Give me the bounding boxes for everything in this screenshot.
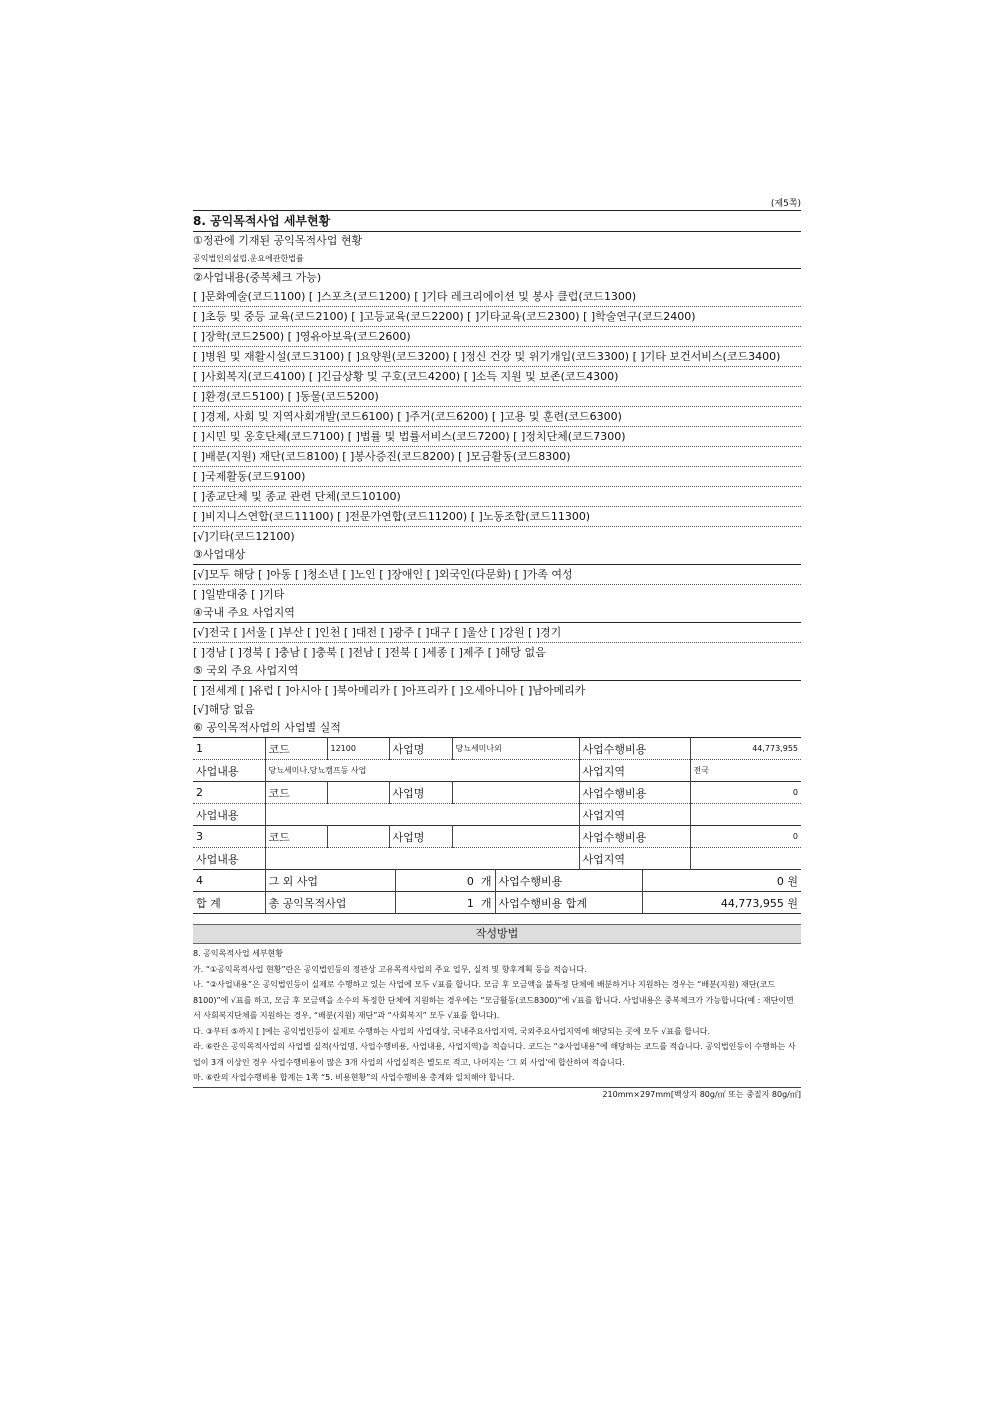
total-count-unit: 개 xyxy=(480,896,492,910)
form-title: 8. 공익목적사업 세부현황 xyxy=(193,211,801,232)
content-label: 사업내용 xyxy=(193,848,265,870)
cost-field[interactable]: 44,773,955 xyxy=(752,744,798,753)
other-no: 4 xyxy=(193,870,265,892)
content-field[interactable] xyxy=(265,804,579,826)
sec5-row[interactable]: [ ]전세계 [ ]유럽 [ ]아시아 [ ]북아메리카 [ ]아프리카 [ ]오세아니아 [ ]남아메리카 xyxy=(193,680,801,700)
sec5-row[interactable]: [√]해당 없음 xyxy=(193,703,255,716)
sec5-heading: ⑤ 국외 주요 사업지역 xyxy=(193,664,299,677)
content-label: 사업내용 xyxy=(193,804,265,826)
sec2-row[interactable]: [ ]배분(지원) 재단(코드8100) [ ]봉사증진(코드8200) [ ]모금활동(코드8300) xyxy=(193,447,801,467)
item-row xyxy=(193,738,801,760)
guide-line: 라. ⑥란은 공익목적사업의 사업별 실적(사업명, 사업수행비용, 사업내용, 사업지역)을 적습니다. 코드는 “②사업내용”에 해당하는 코드를 적습니다. 공익법인등이 수행하는 사업이 3개 이상인 경우 사업수행비용이 많은 3개 사업의 사업실적은 별도로 적고, 나머지는 ‘그 외 사업’에 합산하여 적습니다. xyxy=(193,1042,796,1067)
sec2-row[interactable]: [ ]문화예술(코드1100) [ ]스포츠(코드1200) [ ]기타 레크리에이션 및 봉사 클럽(코드1300) xyxy=(193,287,801,307)
sec2-row[interactable]: [ ]비지니스연합(코드11100) [ ]전문가연합(코드11200) [ ]노동조합(코드11300) xyxy=(193,507,801,527)
sec2-row[interactable]: [ ]시민 및 옹호단체(코드7100) [ ]법률 및 법률서비스(코드7200) [ ]정치단체(코드7300) xyxy=(193,427,801,447)
other-cost-label: 사업수행비용 xyxy=(495,870,642,892)
sec2-options xyxy=(193,287,801,546)
sec2-row[interactable]: [ ]초등 및 중등 교육(코드2100) [ ]고등교육(코드2200) [ ]기타교육(코드2300) [ ]학술연구(코드2400) xyxy=(193,307,801,327)
cost-label: 사업수행비용 xyxy=(579,738,690,760)
cost-field[interactable]: 0 xyxy=(792,788,798,797)
sec3-row[interactable]: [ ]일반대중 [ ]기타 xyxy=(193,588,285,601)
content-field[interactable] xyxy=(265,848,579,870)
item-row xyxy=(193,782,801,804)
item-no: 1 xyxy=(193,738,265,760)
name-label: 사업명 xyxy=(389,826,452,848)
guide-text xyxy=(193,944,801,1086)
guide-line: 마. ⑥란의 사업수행비용 합계는 1쪽 “5. 비용현황”의 사업수행비용 총계와 일치해야 합니다. xyxy=(193,1073,515,1082)
guide-line: 8. 공익목적사업 세부현황 xyxy=(193,949,283,958)
name-field[interactable] xyxy=(452,826,579,848)
total-cost-label: 사업수행비용 합계 xyxy=(495,892,642,914)
region-label: 사업지역 xyxy=(579,848,690,870)
other-cost-unit: 원 xyxy=(787,874,798,888)
code-label: 코드 xyxy=(265,738,327,760)
code-field[interactable]: 12100 xyxy=(327,738,389,760)
sec2-row[interactable]: [√]기타(코드12100) xyxy=(193,530,295,543)
total-cost-value: 44,773,955 xyxy=(720,896,784,910)
name-label: 사업명 xyxy=(389,738,452,760)
total-cost-unit: 원 xyxy=(787,896,798,910)
summary-table xyxy=(193,870,801,914)
name-field[interactable] xyxy=(452,782,579,804)
sec2-row[interactable]: [ ]경제, 사회 및 지역사회개발(코드6100) [ ]주거(코드6200) [ ]고용 및 훈련(코드6300) xyxy=(193,407,801,427)
code-field[interactable] xyxy=(327,782,389,804)
sec2-row[interactable]: [ ]국제활동(코드9100) xyxy=(193,467,801,487)
sec2-row[interactable]: [ ]장학(코드2500) [ ]영유아보육(코드2600) xyxy=(193,327,801,347)
sec2-row[interactable]: [ ]종교단체 및 종교 관련 단체(코드10100) xyxy=(193,487,801,507)
guide-line: 다. ③부터 ⑤까지 [ ]에는 공익법인등이 실제로 수행하는 사업의 사업대상, 국내주요사업지역, 국외주요사업지역에 해당되는 곳에 모두 √표를 합니다. xyxy=(193,1026,711,1036)
other-count[interactable] xyxy=(395,870,495,892)
region-label: 사업지역 xyxy=(579,804,690,826)
form-sheet xyxy=(193,198,801,1102)
sec1-heading: ①정관에 기재된 공익목적사업 현황 xyxy=(193,234,363,247)
region-field[interactable] xyxy=(690,804,801,826)
guide-heading: 작성방법 xyxy=(193,924,801,944)
item-no: 2 xyxy=(193,782,265,804)
page-number: (제5쪽) xyxy=(770,199,801,209)
other-cost[interactable] xyxy=(642,870,801,892)
other-label: 그 외 사업 xyxy=(265,870,395,892)
sec4-row[interactable]: [ ]경남 [ ]경북 [ ]충남 [ ]충북 [ ]전남 [ ]전북 [ ]세종 [ ]제주 [ ]해당 없음 xyxy=(193,646,546,659)
name-field[interactable]: 당뇨세미나외 xyxy=(452,738,579,760)
region-field[interactable] xyxy=(690,848,801,870)
other-count-value: 0 xyxy=(466,874,474,888)
results-table xyxy=(193,738,801,870)
guide-line: 나. “②사업내용”은 공익법인등이 실제로 수행하고 있는 사업에 모두 √표를 합니다. 모금 후 모금액을 불특정 단체에 배분하거나 지원하는 경우는 “배분(지원) 재단(코드8100)”에 √표를 하고, 모금 후 모금액을 소수의 특정한 단체에 지원하는 경우에는 “모금활동(코드8300)”에 √표를 합니다. 사업내용은 중복체크가 가능합니다(예 : 재단이면서 사회복지단체를 지원하는 경우, “배분(지원) 재단”과 “사회복지” 모두 √표를 합니다). xyxy=(193,980,794,1020)
total-row xyxy=(193,892,801,914)
item-row xyxy=(193,826,801,848)
content-label: 사업내용 xyxy=(193,760,265,782)
sec1-content: 공익법인의설립.운요에관한법률 xyxy=(193,250,801,269)
name-label: 사업명 xyxy=(389,782,452,804)
sec4-heading: ④국내 주요 사업지역 xyxy=(193,606,295,619)
sec2-row[interactable]: [ ]병원 및 재활시설(코드3100) [ ]요양원(코드3200) [ ]정신 건강 및 위기개입(코드3300) [ ]기타 보건서비스(코드3400) xyxy=(193,347,801,367)
cost-label: 사업수행비용 xyxy=(579,782,690,804)
sec4-row[interactable]: [√]전국 [ ]서울 [ ]부산 [ ]인천 [ ]대전 [ ]광주 [ ]대구 [ ]울산 [ ]강원 [ ]경기 xyxy=(193,622,801,643)
sec2-row[interactable]: [ ]환경(코드5100) [ ]동물(코드5200) xyxy=(193,387,801,407)
code-field[interactable] xyxy=(327,826,389,848)
item-detail-row xyxy=(193,804,801,826)
cost-label: 사업수행비용 xyxy=(579,826,690,848)
total-cost[interactable] xyxy=(642,892,801,914)
sec3-row[interactable]: [√]모두 해당 [ ]아동 [ ]청소년 [ ]노인 [ ]장애인 [ ]외국인(다문화) [ ]가족 여성 xyxy=(193,564,801,585)
item-detail-row xyxy=(193,760,801,782)
sec2-row[interactable]: [ ]사회복지(코드4100) [ ]긴급상황 및 구호(코드4200) [ ]소득 지원 및 보존(코드4300) xyxy=(193,367,801,387)
item-no: 3 xyxy=(193,826,265,848)
other-row xyxy=(193,870,801,892)
total-count-value: 1 xyxy=(466,896,474,910)
item-detail-row xyxy=(193,848,801,870)
region-label: 사업지역 xyxy=(579,760,690,782)
sec6-heading: ⑥ 공익목적사업의 사업별 실적 xyxy=(193,719,801,738)
sec3-heading: ③사업대상 xyxy=(193,548,246,561)
code-label: 코드 xyxy=(265,782,327,804)
guide-line: 가. “①공익목적사업 현황”란은 공익법인등의 정관상 고유목적사업의 주요 업무, 실적 및 향후계획 등을 적습니다. xyxy=(193,964,587,974)
other-cost-value: 0 xyxy=(776,874,784,888)
other-count-unit: 개 xyxy=(480,874,492,888)
total-label: 합 계 xyxy=(193,892,265,914)
cost-field[interactable]: 0 xyxy=(792,832,798,841)
sec2-heading: ②사업내용(중복체크 가능) xyxy=(193,271,322,284)
code-label: 코드 xyxy=(265,826,327,848)
paper-spec: 210mm×297mm[백상지 80g/㎡ 또는 중질지 80g/㎡] xyxy=(193,1087,801,1102)
content-field[interactable]: 당뇨세미나.당뇨캠프등 사업 xyxy=(265,760,579,782)
total-count[interactable] xyxy=(395,892,495,914)
total-desc: 총 공익목적사업 xyxy=(265,892,395,914)
region-field[interactable]: 전국 xyxy=(693,766,709,775)
